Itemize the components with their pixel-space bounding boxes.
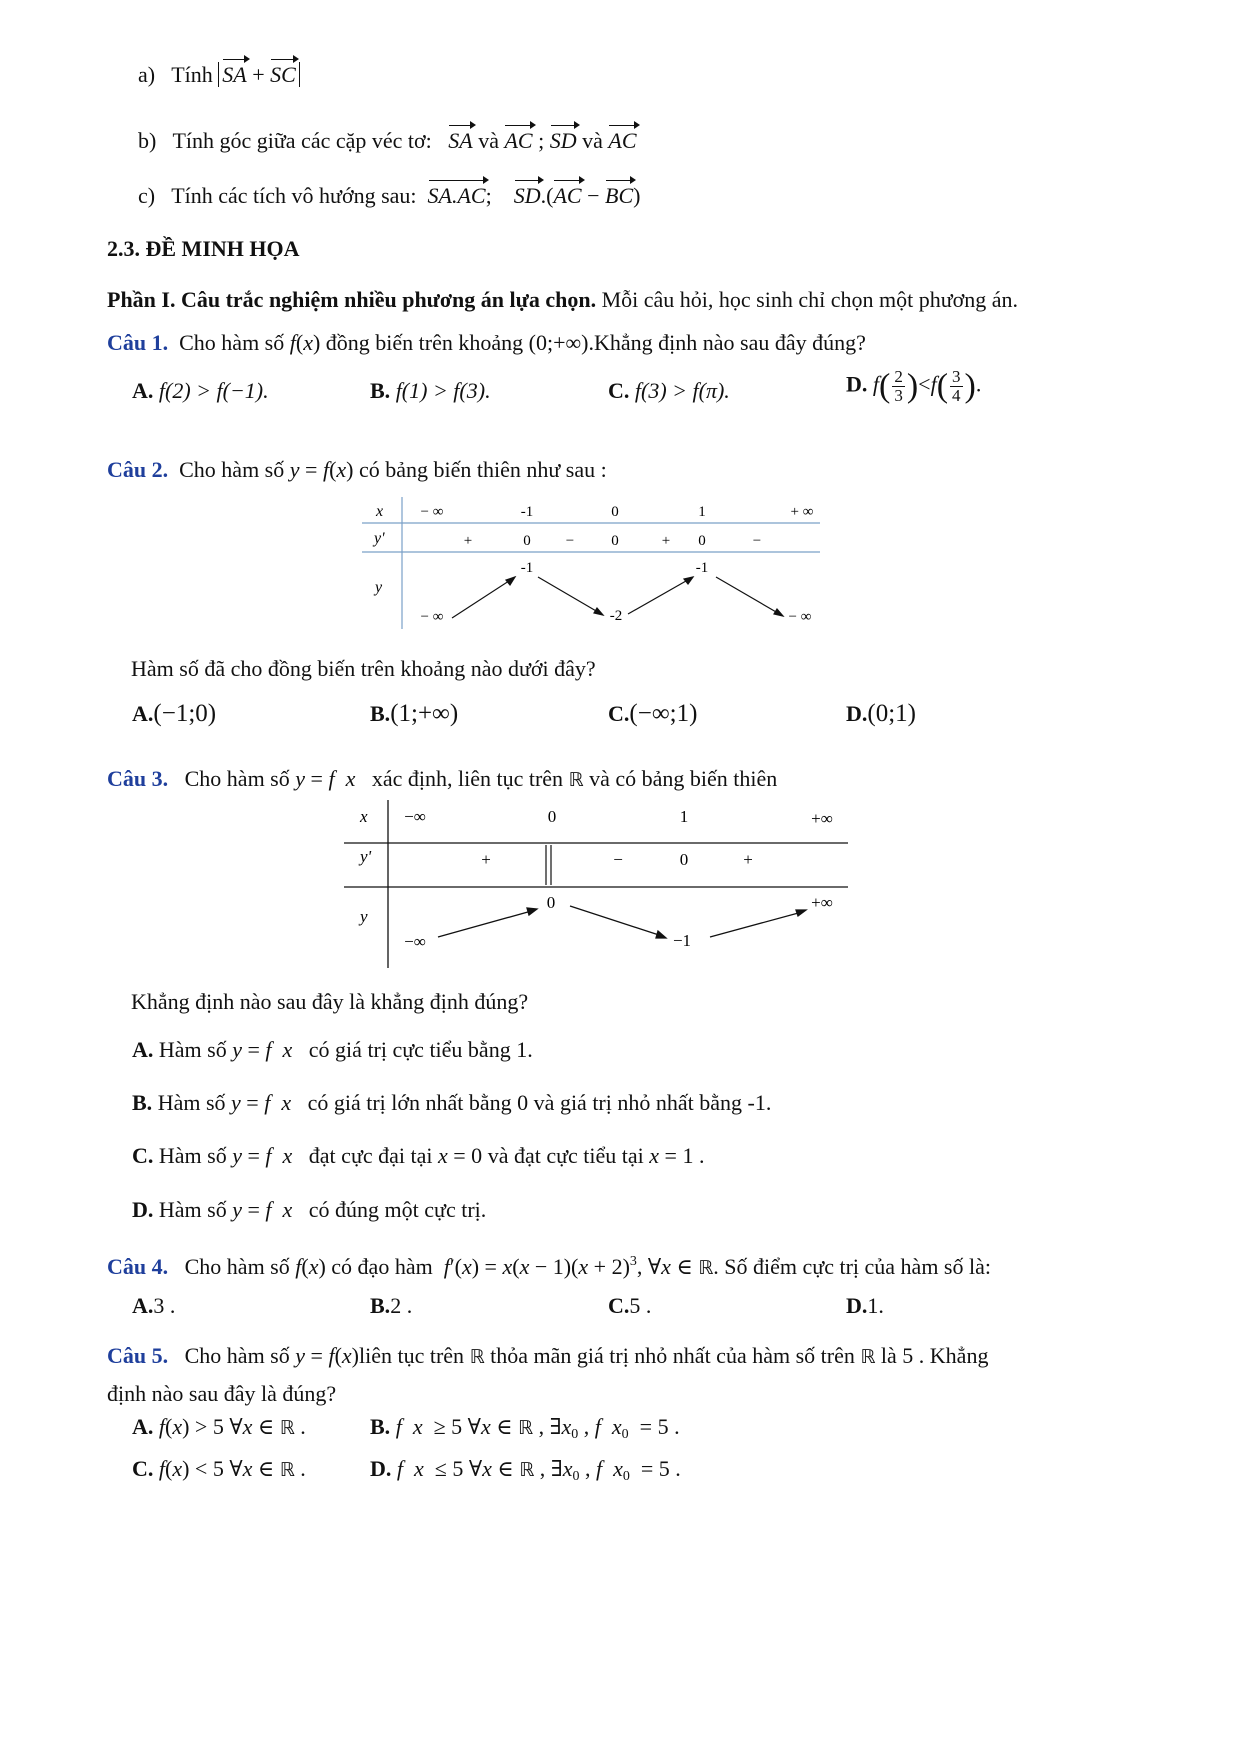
option-text: đạt cực đại tại [308,1143,433,1168]
sign: 0 [611,533,619,549]
option-text: và đạt cực tiểu tại [487,1143,644,1168]
x-value: −∞ [404,807,426,826]
option-label: D. [846,701,868,726]
y-value: − ∞ [788,609,812,625]
option-expr: (1;+∞) [390,700,459,727]
x-value: +∞ [811,809,833,828]
y-value: -1 [695,560,709,576]
question-label: Câu 4. [107,1254,169,1279]
question-label: Câu 3. [107,766,169,791]
q5-option-d[interactable]: D. f x ≤ 5 ∀x ∈ ℝ , $\exists x_0$ , f $x_0 = 5$ . [370,1456,681,1484]
section-title: 2.3. ĐỀ MINH HỌA [107,236,300,261]
q4-option-c[interactable] [608,1293,651,1319]
x-value: 0 [547,807,557,826]
option-label: B. [370,378,391,403]
option-label: C. [132,1456,154,1481]
sign: + [743,850,753,869]
question-text: xác định, liên tục trên [371,766,564,791]
question-2: Câu 2. Cho hàm số y = f(x) có bảng biến thiên như sau : [107,457,607,482]
y-value: 0 [546,893,556,912]
vector-sd: SD [549,128,577,153]
option-label: A. [132,701,154,726]
question-text: Cho hàm số [179,330,285,355]
option-label: B. [370,1414,391,1439]
q3-option-b[interactable]: B. Hàm số y = f x có giá trị lớn nhất bằng 0 và giá trị nhỏ nhất bằng -1. [132,1090,772,1115]
option-label: C. [132,1143,154,1168]
y-value: −∞ [404,932,426,951]
q5-option-a[interactable]: A. f(x) > 5 ∀x ∈ ℝ . [132,1414,306,1439]
sign: + [463,533,473,549]
vector-ac: AC [553,183,582,208]
question-4: Câu 4. Cho hàm số f(x) có đạo hàm $f'(x) = x(x - 1)(x + 2)^3$, ∀x ∈ ℝ. Số điểm cực trị của hàm số là: [107,1254,991,1279]
question-text: Cho hàm số [184,1343,290,1368]
sign: 0 [523,533,531,549]
sign: 0 [679,850,689,869]
q2-option-d[interactable] [846,700,916,728]
sign: − [613,850,623,869]
part-label: b) [138,128,157,153]
option-text: Hàm số [157,1090,226,1115]
question-text: thỏa mãn giá trị nhỏ nhất của hàm số trên [490,1343,855,1368]
q3-option-c[interactable]: C. Hàm số y = f x đạt cực đại tại x = 0 và đạt cực tiểu tại x = 1 . [132,1143,705,1168]
option-value: 1. [867,1293,884,1318]
q1-option-a[interactable] [132,378,269,404]
option-expr: (0;1) [867,700,916,727]
var-x-label: x [376,503,384,520]
option-text: Hàm số [158,1037,227,1062]
question-text: có bảng biến thiên như sau : [358,457,607,482]
q3-option-d[interactable]: D. Hàm số y = f x có đúng một cực trị. [132,1197,487,1222]
exercise-b: b) Tính góc giữa các cặp véc tơ: SA và AC ; SD và AC [138,128,637,153]
question-1: Câu 1. Cho hàm số f(x) đồng biến trên khoảng (0;+∞).Khẳng định nào sau đây đúng? [107,330,866,355]
vector-product-sa-ac: SA.AC [427,183,486,208]
option-label: D. [132,1197,154,1222]
q3-option-a[interactable]: A. Hàm số y = f x có giá trị cực tiểu bằng 1. [132,1037,533,1062]
option-text: có giá trị cực tiểu bằng 1. [308,1037,533,1062]
q5-option-b[interactable]: B. f x ≥ 5 ∀x ∈ ℝ , $\exists x_0$ , f $x_0 = 5$ . [370,1414,680,1442]
y-value: +∞ [811,893,833,912]
option-label: A. [132,1037,154,1062]
part-label: c) [138,183,156,208]
q4-option-d[interactable] [846,1293,884,1319]
vector-ac: AC [504,128,533,153]
question-text: đồng biến trên khoảng [325,330,524,355]
q1-option-d[interactable]: D. f( $\frac{2}{3}$ )<f( $\frac{3}{4}$ ). [846,367,982,405]
question-3: Câu 3. Cho hàm số y = f x xác định, liên tục trên ℝ và có bảng biến thiên [107,766,778,791]
exercise-c: c) Tính các tích vô hướng sau: SA.AC; SD.(AC − BC) [138,183,641,208]
var-y-label: y [360,907,368,926]
option-expr: (−1;0) [153,700,217,727]
sign: + [481,850,491,869]
variation-table-q2 [360,497,830,632]
question-text: Cho hàm số [184,1254,290,1279]
option-value: 2 . [390,1293,413,1318]
option-expr: f(1) > f(3). [395,378,491,403]
part-text: Tính góc giữa các cặp véc tơ: [172,128,432,153]
sign: − [565,533,575,549]
question-text: Cho hàm số [179,457,285,482]
vector-sa: SA [448,128,473,153]
q5-option-c[interactable]: C. f(x) < 5 ∀x ∈ ℝ . [132,1456,306,1481]
question-label: Câu 2. [107,457,169,482]
option-expr: (−∞;1) [629,700,698,727]
sign: − [752,533,762,549]
q1-option-c[interactable] [608,378,730,404]
part1-title: Phần I. Câu trắc nghiệm nhiều phương án lựa chọn. [107,287,597,312]
vector-sd: SD [513,183,541,208]
question-text: .Khẳng định nào sau đây đúng? [588,330,866,355]
y-value: − ∞ [420,609,444,625]
question-5-cont: định nào sau đây là đúng? [107,1381,337,1406]
sign: + [661,533,671,549]
option-label: A. [132,378,154,403]
vector-sc: SC [270,62,296,87]
question-5: Câu 5. Cho hàm số y = f(x)liên tục trên ℝ thỏa mãn giá trị nhỏ nhất của hàm số trên ℝ là 5 . Khẳng [107,1343,989,1368]
conj-va: và [582,128,603,153]
question-label: Câu 1. [107,330,169,355]
q2-option-c[interactable] [608,700,697,728]
exercise-a [138,62,300,88]
option-label: C. [608,1293,630,1318]
question-label: Câu 5. [107,1343,169,1368]
q2-option-a[interactable] [132,700,216,728]
option-label: A. [132,1293,154,1318]
question-text: Cho hàm số [184,766,290,791]
x-value: + ∞ [790,504,814,520]
option-label: D. [846,1293,868,1318]
option-value: 5 . [629,1293,652,1318]
x-value: 0 [611,504,619,520]
sign: 0 [698,533,706,549]
option-value: 3 . [153,1293,176,1318]
question-text: là 5 . Khẳng [880,1343,989,1368]
option-expr: f(2) > f(−1). [158,378,269,403]
option-text: có giá trị lớn nhất bằng 0 và giá trị nhỏ nhất bằng -1. [307,1090,772,1115]
variation-table-q3 [340,800,850,970]
option-label: C. [608,701,630,726]
y-value: -1 [520,560,534,576]
x-value: − ∞ [420,504,444,520]
option-label: D. [370,1456,392,1481]
option-expr: f(3) > f(π). [634,378,730,403]
option-label: B. [370,701,391,726]
option-label: B. [370,1293,391,1318]
part1-instruction: Mỗi câu hỏi, học sinh chỉ chọn một phương án. [601,287,1019,312]
q3-question: Khẳng định nào sau đây là khẳng định đúng? [131,989,529,1014]
q1-option-b[interactable] [370,378,491,404]
option-text: có đúng một cực trị. [308,1197,487,1222]
var-x-label: x [360,807,368,826]
part-text: Tính các tích vô hướng sau: [171,183,417,208]
vector-sum-abs: SA + SC [218,62,300,87]
option-label: A. [132,1414,154,1439]
y-value: −1 [672,931,692,950]
vector-bc: BC [605,183,634,208]
question-text: . Số điểm cực trị của hàm số là: [713,1254,991,1279]
q2-question: Hàm số đã cho đồng biến trên khoảng nào dưới đây? [131,656,596,681]
option-label: D. [846,371,868,397]
q4-option-b[interactable] [370,1293,412,1319]
vector-ac: AC [608,128,637,153]
x-value: -1 [520,504,534,520]
question-text: liên tục trên [358,1343,465,1368]
part-label: a) [138,62,156,87]
option-label: C. [608,378,630,403]
option-text: Hàm số [158,1197,227,1222]
q4-option-a[interactable] [132,1293,175,1319]
option-label: B. [132,1090,153,1115]
x-value: 1 [679,807,689,826]
option-text: Hàm số [158,1143,227,1168]
vector-sa: SA [222,62,247,87]
question-text: có đạo hàm [331,1254,433,1279]
var-y-label: y [375,579,383,596]
part1-heading [107,287,1018,313]
part-text: Tính [171,62,213,87]
var-yprime-label: y' [374,530,385,547]
conj-va: và [478,128,499,153]
var-yprime-label: y' [360,847,372,866]
q2-option-b[interactable] [370,700,458,728]
x-value: 1 [698,504,706,520]
y-value: -2 [609,608,623,624]
question-text: và có bảng biến thiên [589,766,778,791]
